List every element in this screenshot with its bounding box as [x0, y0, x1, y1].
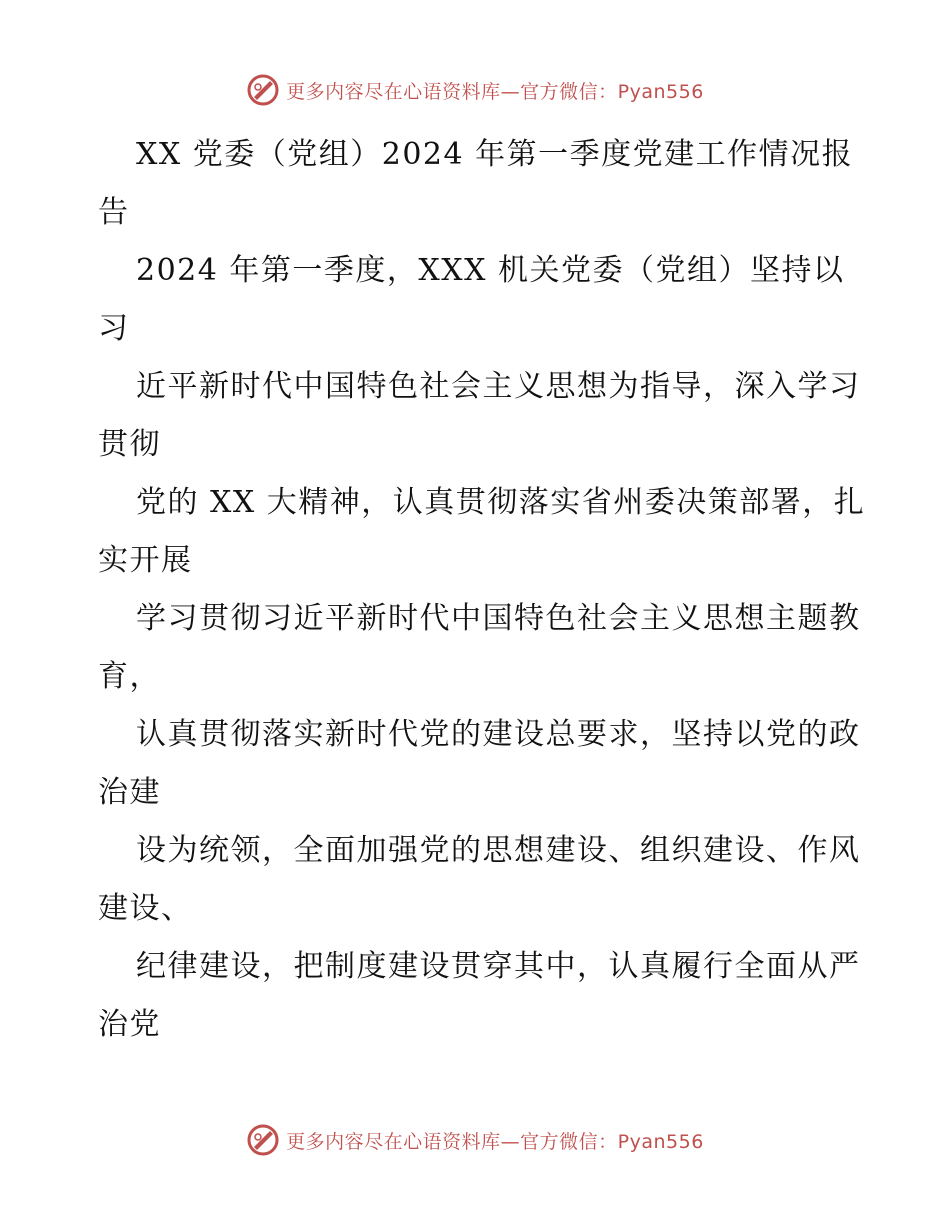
- paragraph-line: 学习贯彻习近平新时代中国特色社会主义思想主题教育，: [98, 601, 861, 694]
- report-title: XX 党委（党组）2024 年第一季度党建工作情况报告: [98, 137, 854, 230]
- paragraph-line: 纪律建设，把制度建设贯穿其中，认真履行全面从严治党: [98, 949, 861, 1042]
- paragraph-line: 近平新时代中国特色社会主义思想为指导，深入学习贯彻: [98, 369, 861, 462]
- footer-watermark: [0, 1120, 950, 1160]
- brand-logo-icon: [246, 73, 280, 107]
- paragraph-line: 党的 XX 大精神，认真贯彻落实省州委决策部署，扎实开展: [98, 485, 866, 578]
- brand-logo-icon: [246, 1123, 280, 1157]
- paragraph-line: 设为统领，全面加强党的思想建设、组织建设、作风建设、: [98, 833, 861, 926]
- watermark-text: 更多内容尽在心语资料库—官方微信：Pyan556: [286, 80, 704, 103]
- paragraph-line: 2024 年第一季度，XXX 机关党委（党组）坚持以习: [98, 253, 845, 346]
- paragraph-line: 认真贯彻落实新时代党的建设总要求，坚持以党的政治建: [98, 717, 861, 810]
- document-body: [98, 126, 868, 1054]
- header-watermark: [0, 70, 950, 110]
- watermark-text: 更多内容尽在心语资料库—官方微信：Pyan556: [286, 1130, 704, 1153]
